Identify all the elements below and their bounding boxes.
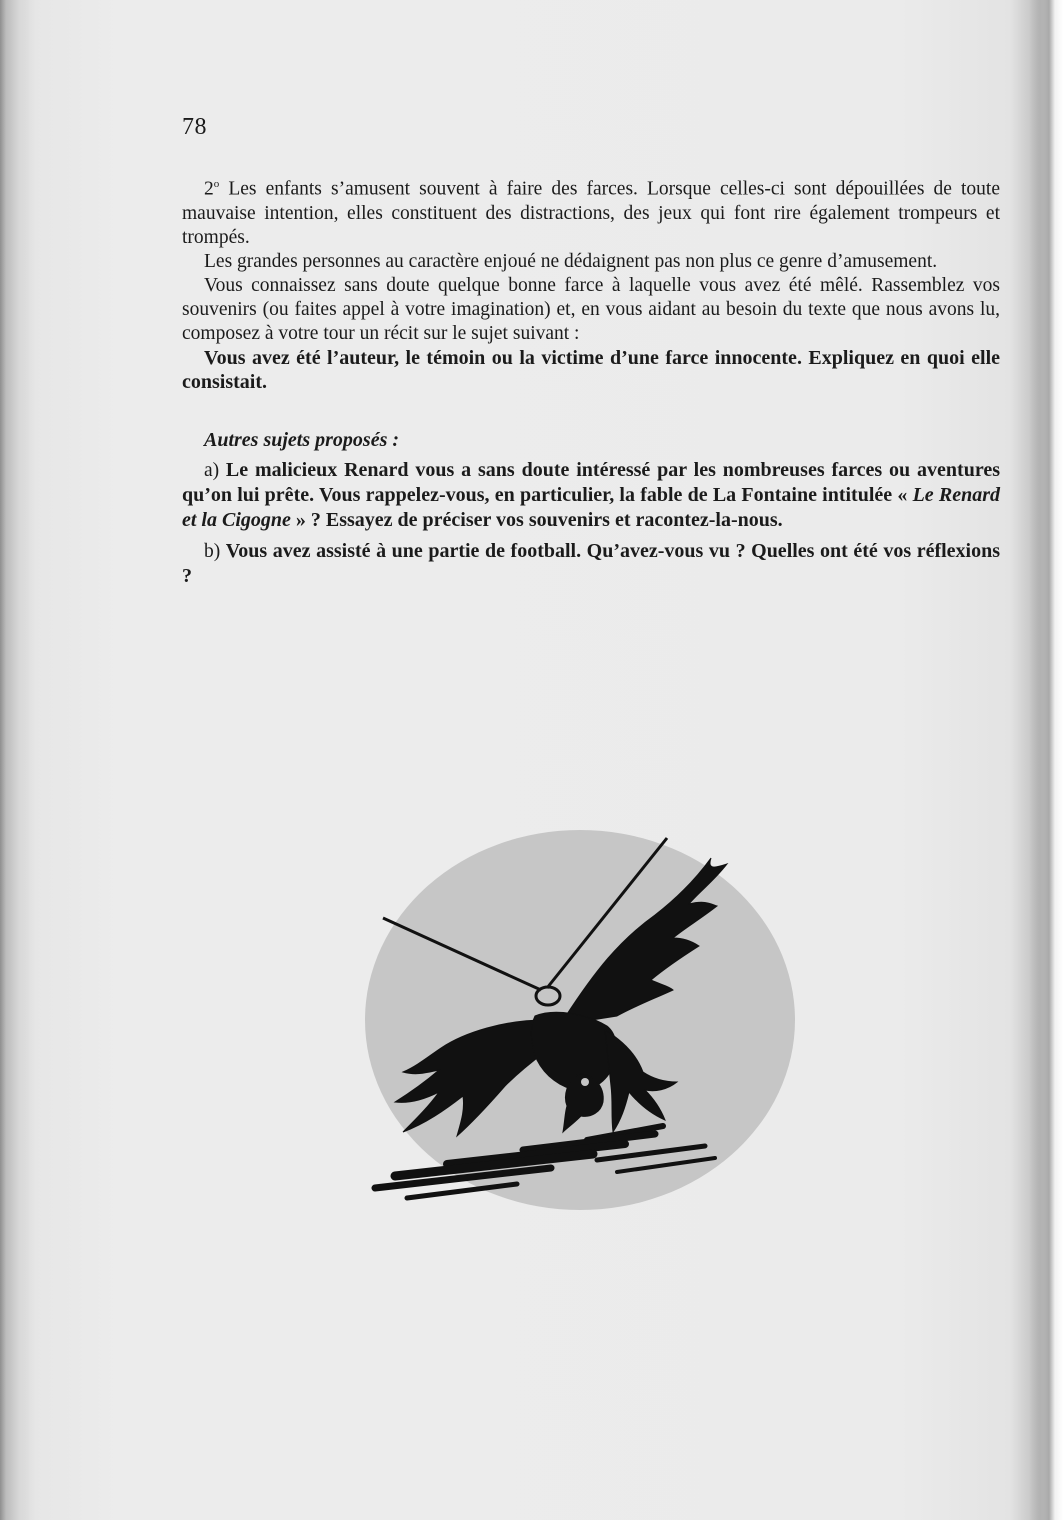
other-subject-b [182, 539, 1000, 589]
bird-illustration [355, 820, 805, 1220]
page-edge [1029, 0, 1063, 1520]
bird-eye [581, 1078, 589, 1086]
subject-a-fable-title: Le Renard et la Cigogne [182, 483, 1001, 531]
exercise-paragraph-3: Vous connaissez sans doute quelque bonne farce à laquelle vous avez été mêlé. Rassemblez vos souvenirs (ou faites appel à votre imagination) et, en vous aidant au besoin du texte que nous avons lu, composez à votre tour un récit sur le sujet suivant : [182, 274, 1000, 344]
exercise-paragraph-1 [182, 172, 1000, 250]
exercise-number-mark: o [213, 178, 220, 190]
exercise-number: 2 [204, 178, 214, 200]
subject-a-text-2: » ? Essayez de préciser vos souvenirs et racontez-la-nous. [290, 508, 783, 531]
subject-b-label: b) [204, 540, 221, 562]
page-number: 78 [182, 114, 207, 140]
other-subjects-heading: Autres sujets proposés : [204, 428, 400, 451]
exercise-paragraph-2: Les grandes personnes au caractère enjoué ne dédaignent pas non plus ce genre d’amusement. [204, 250, 938, 272]
exercise-text [182, 172, 1000, 589]
book-spine-shadow [0, 0, 36, 1520]
paragraph-1-text: Les enfants s’amusent souvent à faire des farces. Lorsque celles-ci sont dépouillées de toute mauvaise intention, elles constituent des distractions, des jeux qui font rire également trompeurs et trompés. [182, 178, 1000, 248]
subject-a-label: a) [204, 459, 220, 481]
subject-a-text-1: Le malicieux Renard vous a sans doute intéressé par les nombreuses farces ou aventures qu’on lui prête. Vous rappelez-vous, en particulier, la fable de La Fontaine intitulée « [182, 458, 1000, 506]
bird-illustration-svg [355, 820, 805, 1220]
other-subject-a [182, 458, 1000, 533]
essay-subject: Vous avez été l’auteur, le témoin ou la victime d’une farce innocente. Expliquez en quoi elle consistait. [182, 346, 1000, 393]
subject-b-text: Vous avez assisté à une partie de football. Qu’avez-vous vu ? Quelles ont été vos réflexions ? [182, 539, 1000, 587]
